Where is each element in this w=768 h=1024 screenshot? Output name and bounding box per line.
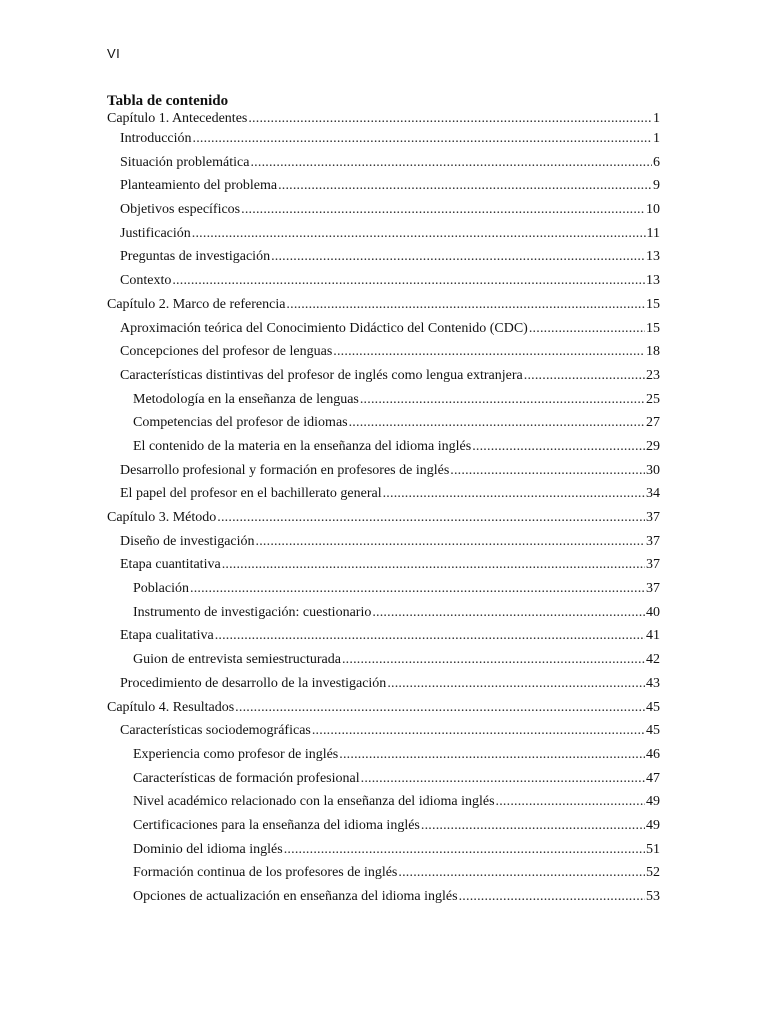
toc-entry[interactable]	[107, 435, 660, 459]
toc-entry-page: 49	[646, 794, 660, 810]
toc-entry-page: 37	[646, 510, 660, 525]
toc-entry[interactable]	[107, 317, 660, 341]
toc-entry[interactable]	[107, 885, 660, 909]
toc-entry[interactable]	[107, 530, 660, 554]
toc-dot-leader	[524, 364, 645, 388]
toc-dot-leader	[256, 530, 645, 554]
toc-entry-page: 42	[646, 652, 660, 668]
toc-entry-label: Etapa cuantitativa	[120, 557, 221, 573]
toc-dot-leader	[271, 245, 645, 269]
toc-entry-label: Justificación	[120, 225, 191, 241]
toc-entry[interactable]	[107, 174, 660, 198]
toc-entry-page: 46	[646, 746, 660, 762]
toc-entry[interactable]	[107, 767, 660, 791]
toc-entry-page: 37	[646, 557, 660, 573]
toc-entry[interactable]	[107, 719, 660, 743]
toc-entry-label: Desarrollo profesional y formación en profesores de inglés	[120, 462, 450, 478]
toc-dot-leader	[235, 696, 645, 720]
toc-entry-label: Instrumento de investigación: cuestionario	[133, 604, 372, 620]
toc-entry[interactable]	[107, 245, 660, 269]
toc-entry-page: 51	[646, 841, 660, 857]
toc-dot-leader	[529, 317, 645, 341]
toc-entry-label: Procedimiento de desarrollo de la investigación	[120, 675, 387, 691]
toc-entry-label: Nivel académico relacionado con la enseñanza del idioma inglés	[133, 794, 495, 810]
toc-entry[interactable]	[107, 364, 660, 388]
toc-entry-label: Características de formación profesional	[133, 770, 360, 786]
toc-entry-label: El contenido de la materia en la enseñanza del idioma inglés	[133, 438, 472, 454]
toc-entry-label: Etapa cualitativa	[120, 628, 214, 644]
toc-entry[interactable]	[107, 624, 660, 648]
toc-entry-page: 25	[646, 391, 660, 407]
table-of-contents	[107, 92, 660, 909]
toc-dot-leader	[372, 601, 645, 625]
toc-entry-label: Capítulo 1. Antecedentes	[107, 111, 248, 126]
toc-dot-leader	[217, 506, 645, 530]
toc-entry-label: Experiencia como profesor de inglés	[133, 746, 339, 762]
toc-entry-page: 49	[646, 817, 660, 833]
toc-entry-page: 47	[646, 770, 660, 786]
toc-entry-label: Dominio del idioma inglés	[133, 841, 283, 857]
toc-dot-leader	[312, 719, 645, 743]
toc-entry-page: 40	[646, 604, 660, 620]
toc-entry[interactable]	[107, 648, 660, 672]
toc-entry-page: 45	[646, 723, 660, 739]
toc-dot-leader	[383, 482, 645, 506]
toc-entry[interactable]	[107, 340, 660, 364]
toc-entry-label: Capítulo 3. Método	[107, 510, 217, 525]
toc-dot-leader	[215, 624, 645, 648]
toc-entry[interactable]	[107, 222, 660, 246]
toc-entry-page: 9	[653, 178, 660, 194]
toc-entry-label: Población	[133, 581, 189, 597]
toc-dot-leader	[496, 790, 645, 814]
toc-dot-leader	[248, 110, 652, 127]
toc-entry-page: 37	[646, 533, 660, 549]
toc-entry[interactable]	[107, 672, 660, 696]
toc-entry-page: 52	[646, 865, 660, 881]
toc-entry[interactable]	[107, 861, 660, 885]
toc-entry-label: Certificaciones para la enseñanza del idioma inglés	[133, 817, 420, 833]
toc-dot-leader	[398, 861, 645, 885]
toc-entry-page: 29	[646, 438, 660, 454]
toc-entry-page: 34	[646, 486, 660, 502]
toc-entry[interactable]	[107, 459, 660, 483]
toc-entry[interactable]	[107, 269, 660, 293]
toc-entry-page: 23	[646, 367, 660, 383]
toc-entry-page: 1	[653, 111, 660, 126]
toc-dot-leader	[241, 198, 645, 222]
toc-dot-leader	[472, 435, 645, 459]
toc-entry[interactable]	[107, 553, 660, 577]
toc-entry[interactable]	[107, 696, 660, 720]
toc-entry[interactable]	[107, 601, 660, 625]
toc-entry-page: 15	[646, 320, 660, 336]
toc-entry-label: El papel del profesor en el bachillerato general	[120, 486, 382, 502]
toc-entry[interactable]	[107, 151, 660, 175]
toc-dot-leader	[361, 767, 645, 791]
toc-entry-page: 11	[646, 225, 660, 241]
toc-entry[interactable]	[107, 577, 660, 601]
toc-entry-page: 45	[646, 699, 660, 715]
toc-entry-label: Capítulo 4. Resultados	[107, 699, 235, 715]
toc-entry[interactable]	[107, 790, 660, 814]
toc-entry-page: 13	[646, 273, 660, 289]
toc-dot-leader	[284, 838, 645, 862]
toc-entry-page: 53	[646, 889, 660, 904]
toc-entry-page: 15	[646, 296, 660, 312]
toc-entry-label: Formación continua de los profesores de inglés	[133, 865, 398, 881]
toc-dot-leader	[190, 577, 645, 601]
toc-dot-leader	[360, 388, 645, 412]
toc-dot-leader	[193, 127, 652, 151]
toc-entry[interactable]	[107, 743, 660, 767]
toc-entry-label: Aproximación teórica del Conocimiento Didáctico del Contenido (CDC)	[120, 320, 528, 336]
toc-entry[interactable]	[107, 110, 660, 127]
toc-entry-label: Capítulo 2. Marco de referencia	[107, 296, 286, 312]
page-number: VI	[107, 46, 121, 61]
toc-entry-label: Guion de entrevista semiestructurada	[133, 652, 341, 668]
toc-dot-leader	[333, 340, 645, 364]
toc-entry[interactable]	[107, 482, 660, 506]
toc-entry-page: 10	[646, 202, 660, 218]
toc-dot-leader	[450, 459, 645, 483]
toc-dot-leader	[192, 222, 646, 246]
toc-entry-page: 13	[646, 249, 660, 265]
toc-entry-label: Introducción	[120, 131, 192, 146]
toc-entry-label: Preguntas de investigación	[120, 249, 271, 265]
toc-entry[interactable]	[107, 814, 660, 838]
toc-title: Tabla de contenido	[107, 93, 229, 109]
toc-entry[interactable]	[107, 506, 660, 530]
toc-entry[interactable]	[107, 293, 660, 317]
toc-dot-leader	[172, 269, 645, 293]
toc-entry[interactable]	[107, 411, 660, 435]
toc-entry-label: Planteamiento del problema	[120, 178, 278, 194]
toc-dot-leader	[222, 553, 645, 577]
toc-entry[interactable]	[107, 388, 660, 412]
toc-entry-page: 30	[646, 462, 660, 478]
toc-entry-label: Concepciones del profesor de lenguas	[120, 344, 333, 360]
toc-dot-leader	[250, 151, 652, 175]
toc-list	[107, 110, 660, 909]
toc-entry-page: 43	[646, 675, 660, 691]
toc-entry-page: 41	[646, 628, 660, 644]
toc-dot-leader	[349, 411, 645, 435]
toc-entry-label: Características distintivas del profesor de inglés como lengua extranjera	[120, 367, 523, 383]
toc-dot-leader	[339, 743, 645, 767]
toc-dot-leader	[286, 293, 645, 317]
toc-entry[interactable]	[107, 127, 660, 151]
toc-dot-leader	[342, 648, 645, 672]
toc-entry-label: Diseño de investigación	[120, 533, 255, 549]
toc-dot-leader	[459, 885, 645, 909]
toc-entry-label: Metodología en la enseñanza de lenguas	[133, 391, 359, 407]
toc-entry-page: 37	[646, 581, 660, 597]
toc-entry-label: Opciones de actualización en enseñanza del idioma inglés	[133, 889, 458, 904]
toc-entry-label: Situación problemática	[120, 154, 250, 170]
toc-entry[interactable]	[107, 838, 660, 862]
toc-entry-label: Competencias del profesor de idiomas	[133, 415, 348, 431]
toc-entry-label: Características sociodemográficas	[120, 723, 311, 739]
toc-dot-leader	[278, 174, 652, 198]
toc-dot-leader	[387, 672, 645, 696]
toc-entry-page: 18	[646, 344, 660, 360]
toc-dot-leader	[421, 814, 645, 838]
toc-entry[interactable]	[107, 198, 660, 222]
toc-entry-page: 27	[646, 415, 660, 431]
toc-entry-label: Contexto	[120, 273, 172, 289]
toc-entry-label: Objetivos específicos	[120, 202, 241, 218]
toc-entry-page: 6	[653, 154, 660, 170]
toc-entry-page: 1	[653, 131, 660, 146]
